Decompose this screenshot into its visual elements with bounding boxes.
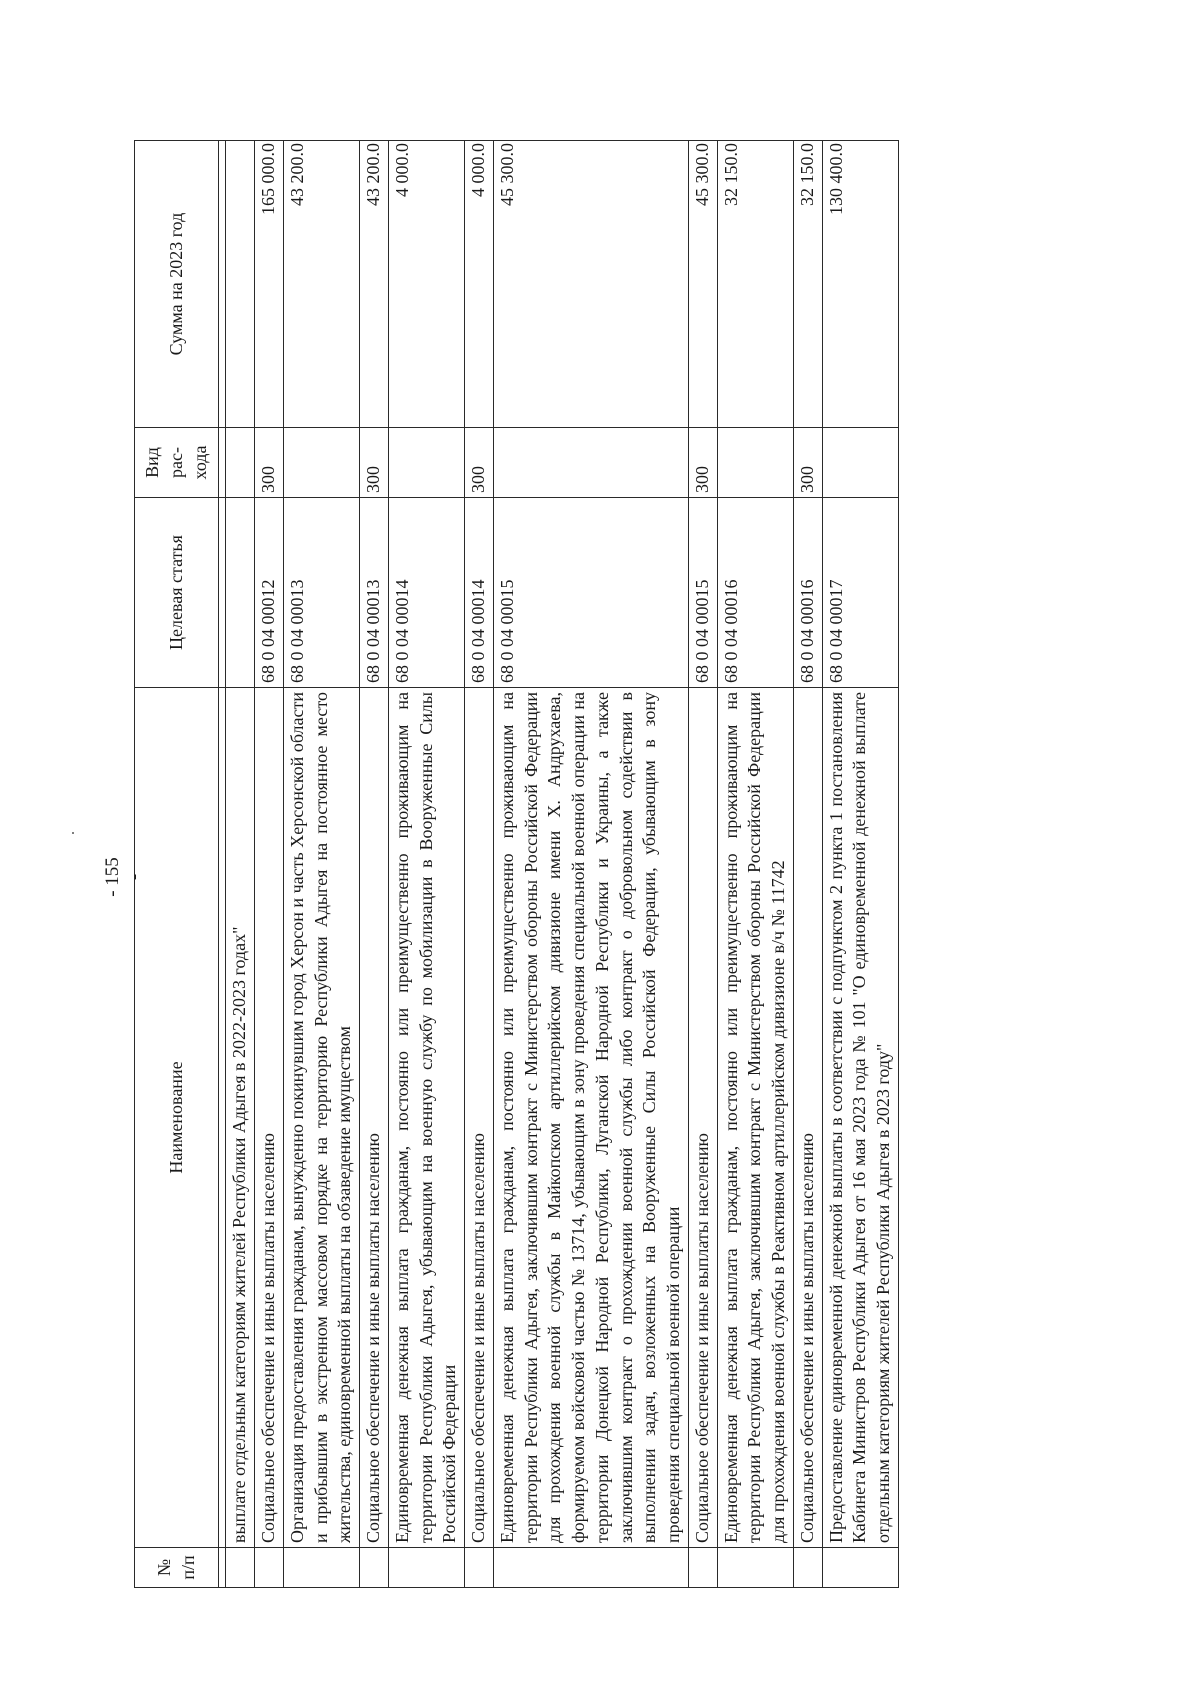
- row-name: Единовременная денежная выплата гражданам, постоянно или преимущественно проживающим на территории Республики Адыгея, заключившим контракт с Министерством обороны Российской Федерации для прохождения военной службы в Реактивном артиллерийском дивизионе в/ч № 11742: [717, 688, 793, 1548]
- row-vr: [283, 428, 359, 498]
- row-code: 68 0 04 00017: [822, 498, 898, 688]
- row-sum: 165 000.0: [255, 141, 284, 428]
- table-row: [255, 141, 284, 1588]
- row-num: [255, 1548, 284, 1588]
- row-name: Организация предоставления гражданам, вынужденно покинувшим город Херсон и часть Херсонской области и прибывшим в экстренном массовом порядке на территорию Республики Адыгея на постоянное место жительства, единовременной выплаты на обзаведение имуществом: [283, 688, 359, 1548]
- row-vr: 300: [465, 428, 494, 498]
- row-sum: 43 200.0: [283, 141, 359, 428]
- row-sum: [226, 141, 255, 428]
- row-num: [822, 1548, 898, 1588]
- rotated-page-content: [134, 140, 1054, 1588]
- row-num: [388, 1548, 464, 1588]
- row-num: [465, 1548, 494, 1588]
- row-sum: 43 200.0: [360, 141, 389, 428]
- row-code: 68 0 04 00015: [688, 498, 717, 688]
- table-row: [388, 141, 464, 1588]
- scan-speck: [72, 832, 74, 834]
- table-spacer-row: [219, 141, 226, 1588]
- table-row: [822, 141, 898, 1588]
- row-code: 68 0 04 00014: [465, 498, 494, 688]
- table-row: [793, 141, 822, 1588]
- table-row: [465, 141, 494, 1588]
- row-sum: 32 150.0: [793, 141, 822, 428]
- row-name: Социальное обеспечение и иные выплаты населению: [688, 688, 717, 1548]
- row-vr: 300: [793, 428, 822, 498]
- row-code: 68 0 04 00013: [283, 498, 359, 688]
- row-num: [283, 1548, 359, 1588]
- header-num: № п/п: [135, 1548, 219, 1588]
- row-num: [717, 1548, 793, 1588]
- row-name: Единовременная денежная выплата гражданам, постоянно или преимущественно проживающим на территории Республики Адыгея, заключившим контракт с Министерством обороны Российской Федерации для прохождения военной службы в Майкопском артиллерийском дивизионе имени Х. Андрухаева, формируемом войсковой частью № 13714, убывающим в зону проведения специальной военной операции на территории Донецкой Народной Республики, Луганской Народной Республики и Украины, а также заключившим контракт о прохождении военной службы либо контракт о добровольном содействии в выполнении задач, возложенных на Вооруженные Силы Российской Федерации, убывающим в зону проведения специальной военной операции: [493, 688, 688, 1548]
- row-num: [793, 1548, 822, 1588]
- header-name: Наименование: [135, 688, 219, 1548]
- row-name: выплате отдельным категориям жителей Республики Адыгея в 2022-2023 годах": [226, 688, 255, 1548]
- table-row: [688, 141, 717, 1588]
- row-sum: 4 000.0: [388, 141, 464, 428]
- page-number: - 155 -: [102, 857, 145, 897]
- row-sum: 45 300.0: [688, 141, 717, 428]
- budget-table: [134, 140, 899, 1588]
- row-sum: 45 300.0: [493, 141, 688, 428]
- row-name: Социальное обеспечение и иные выплаты населению: [465, 688, 494, 1548]
- row-name: Социальное обеспечение и иные выплаты населению: [360, 688, 389, 1548]
- row-name: Единовременная денежная выплата гражданам, постоянно или преимущественно проживающим на территории Республики Адыгея, убывающим на военную службу по мобилизации в Вооруженные Силы Российской Федерации: [388, 688, 464, 1548]
- row-vr: [717, 428, 793, 498]
- table-row: [717, 141, 793, 1588]
- row-vr: 300: [255, 428, 284, 498]
- header-sum: Сумма на 2023 год: [135, 141, 219, 428]
- table-header-row: [135, 141, 219, 1588]
- row-num: [360, 1548, 389, 1588]
- row-code: 68 0 04 00012: [255, 498, 284, 688]
- table-row: [226, 141, 255, 1588]
- row-num: [688, 1548, 717, 1588]
- row-name: Предоставление единовременной денежной выплаты в соответствии с подпунктом 2 пункта 1 постановления Кабинета Министров Республики Адыгея от 16 мая 2023 года № 101 "О единовременной денежной выплате отдельным категориям жителей Республики Адыгея в 2023 году": [822, 688, 898, 1548]
- row-vr: [388, 428, 464, 498]
- row-code: 68 0 04 00015: [493, 498, 688, 688]
- header-vr: Вид рас-хода: [135, 428, 219, 498]
- row-code: 68 0 04 00016: [793, 498, 822, 688]
- row-sum: 32 150.0: [717, 141, 793, 428]
- header-code: Целевая статья: [135, 498, 219, 688]
- row-vr: 300: [688, 428, 717, 498]
- row-vr: [493, 428, 688, 498]
- row-vr: 300: [360, 428, 389, 498]
- row-code: 68 0 04 00016: [717, 498, 793, 688]
- table-row: [493, 141, 688, 1588]
- table-row: [360, 141, 389, 1588]
- row-num: [493, 1548, 688, 1588]
- row-name: Социальное обеспечение и иные выплаты населению: [793, 688, 822, 1548]
- row-code: 68 0 04 00013: [360, 498, 389, 688]
- row-num: [226, 1548, 255, 1588]
- row-code: 68 0 04 00014: [388, 498, 464, 688]
- row-sum: 4 000.0: [465, 141, 494, 428]
- table-row: [283, 141, 359, 1588]
- row-name: Социальное обеспечение и иные выплаты населению: [255, 688, 284, 1548]
- row-code: [226, 498, 255, 688]
- row-vr: [822, 428, 898, 498]
- row-vr: [226, 428, 255, 498]
- row-sum: 130 400.0: [822, 141, 898, 428]
